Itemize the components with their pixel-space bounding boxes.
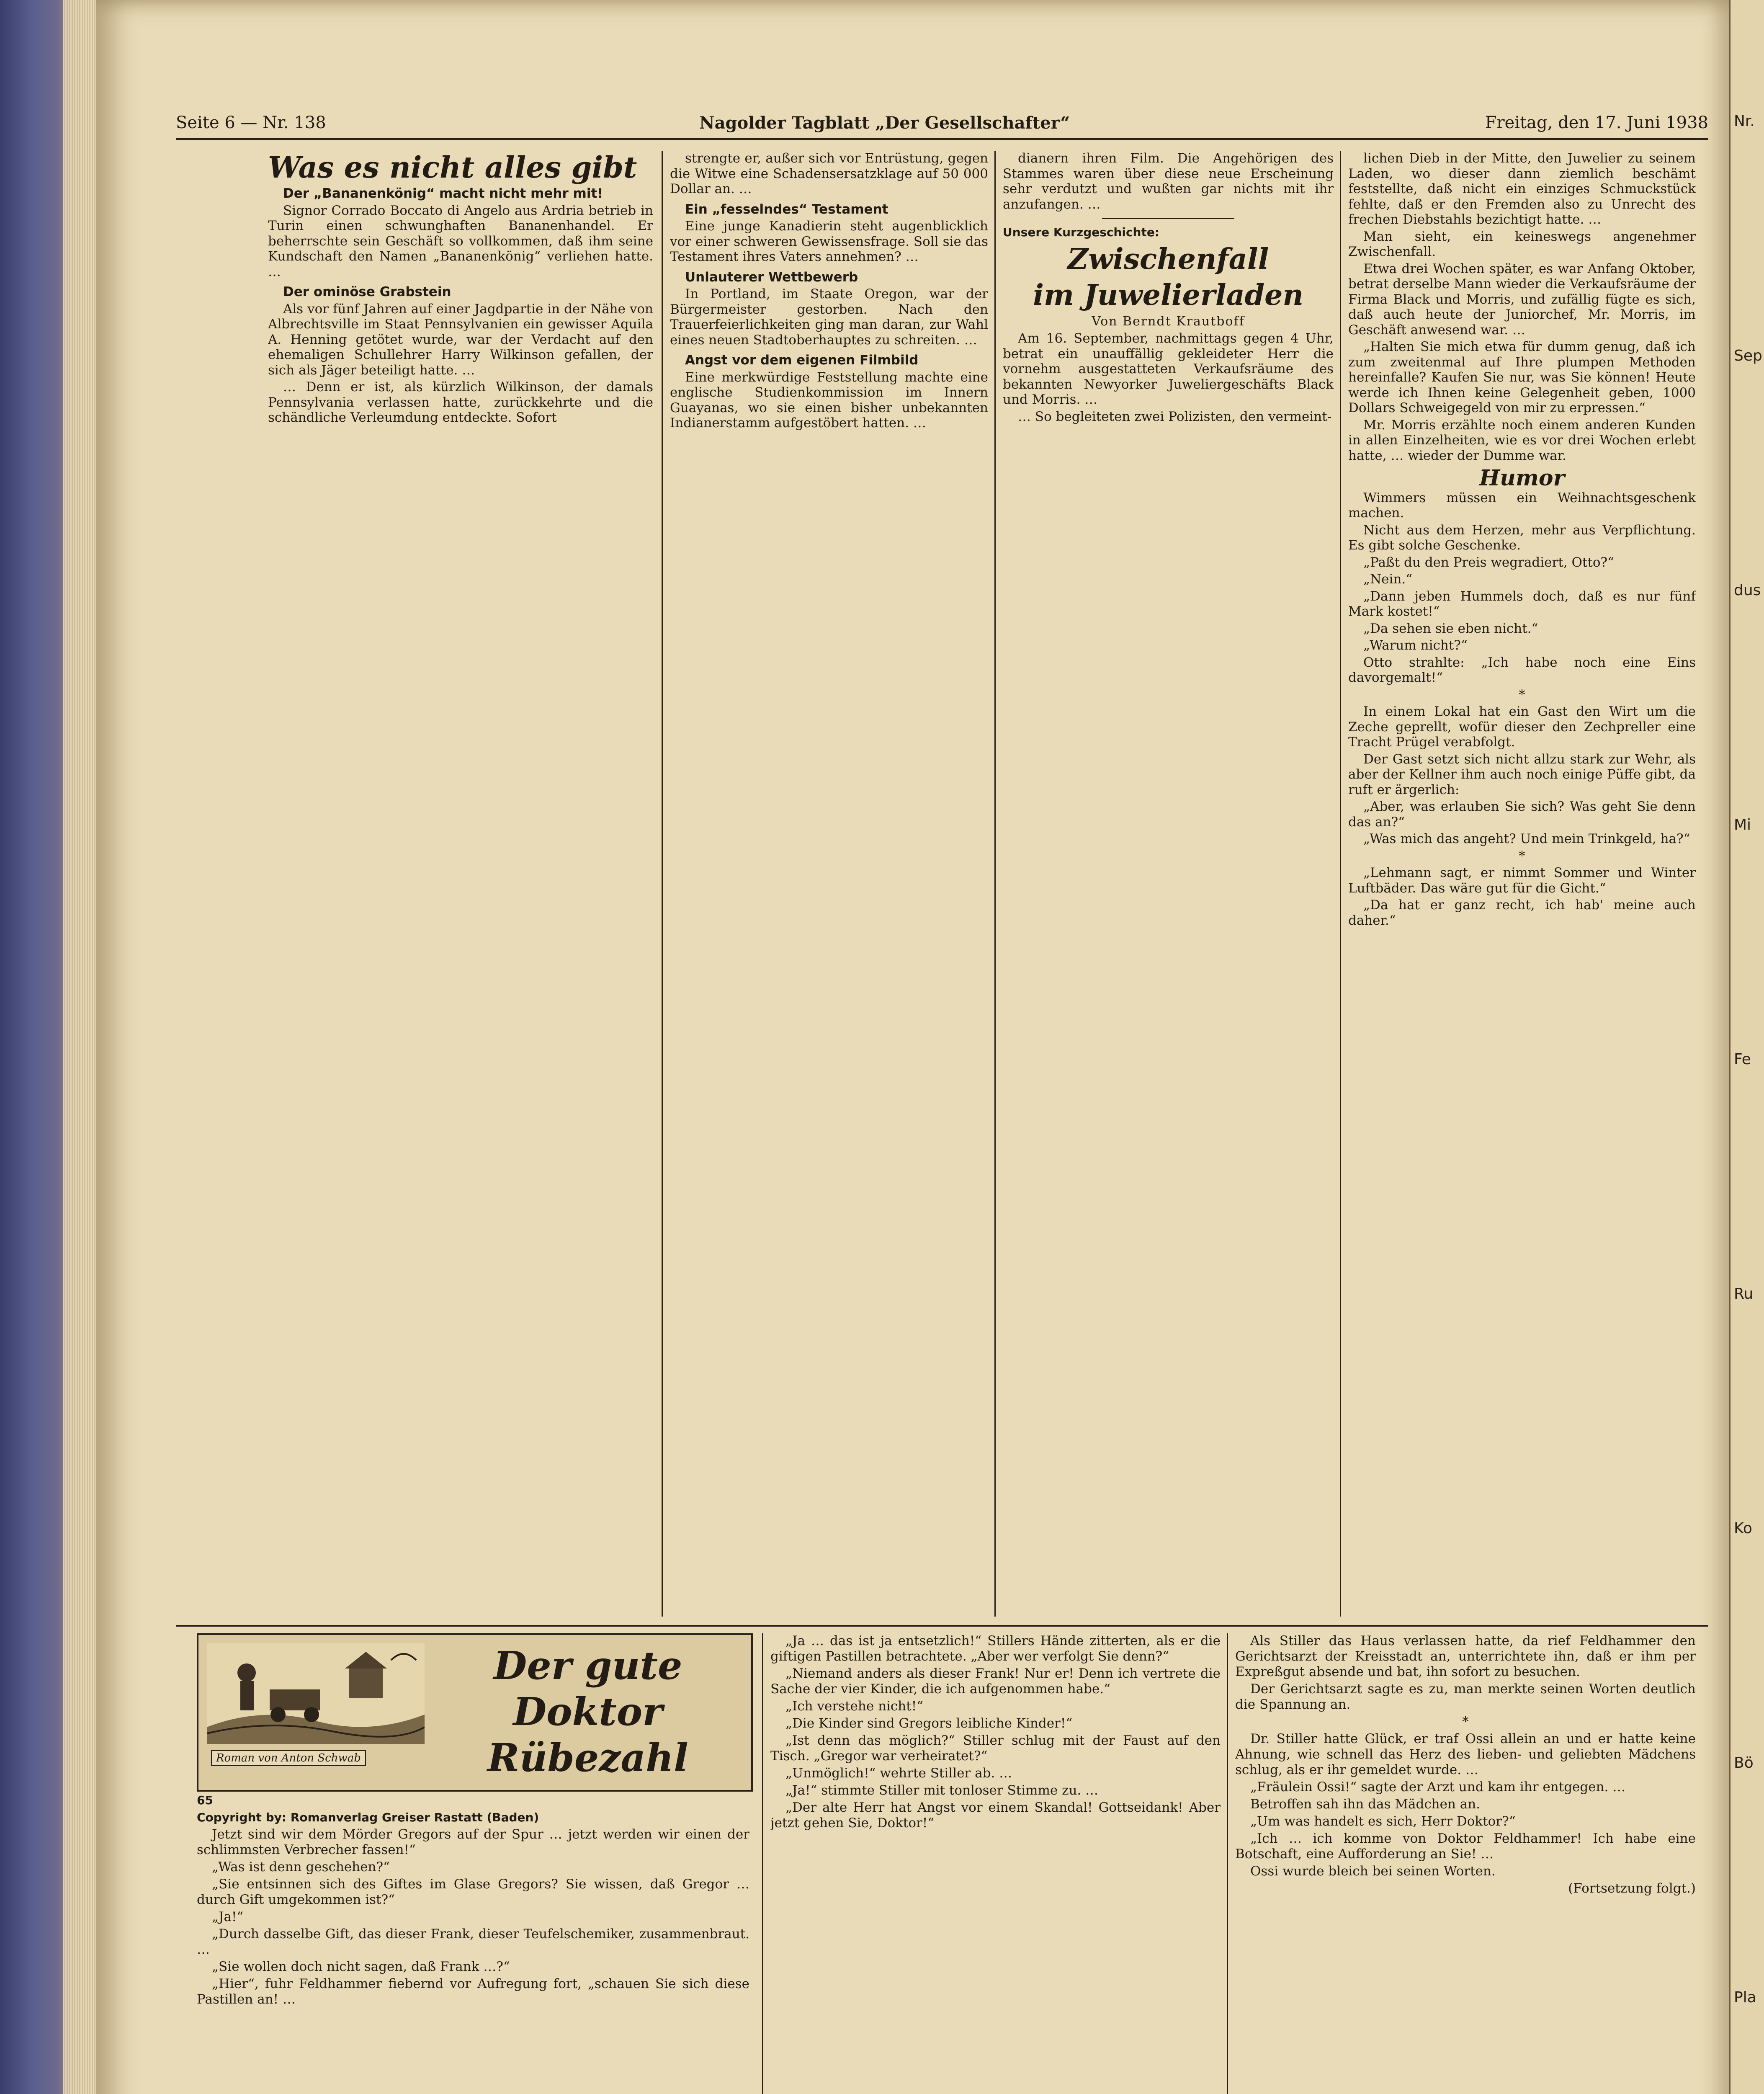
article-subhead: Angst vor dem eigenen Filmbild bbox=[685, 353, 919, 368]
humor-line: Wimmers müssen ein Weihnachtsgeschenk machen. bbox=[1348, 490, 1696, 521]
divider bbox=[1102, 218, 1234, 219]
installment-number: 65 bbox=[197, 1793, 213, 1807]
adjacent-page-text: Pla bbox=[1734, 1989, 1756, 2006]
article-subhead: Unlauterer Wettbewerb bbox=[685, 269, 858, 285]
serial-column-2 bbox=[770, 1633, 1221, 2094]
humor-line: „Warum nicht?“ bbox=[1363, 638, 1468, 653]
serial-paragraph: Der Gerichtsarzt sagte es zu, man merkte seinen Worten deutlich die Spannung an. bbox=[1235, 1681, 1696, 1712]
humor-line: * bbox=[1519, 848, 1525, 864]
humor-line: Der Gast setzt sich nicht allzu stark zur Wehr, als aber der Kellner ihm auch noch einige Püffe gibt, da ruft er ärgerlich: bbox=[1348, 751, 1696, 797]
serial-title-box bbox=[197, 1633, 753, 1792]
article-text: Eine merkwürdige Feststellung machte eine englische Studienkommission im Innern Guayanas, wo sie einen bisher unbekannten Indianerstamm aufgestöbert hatten. … bbox=[670, 369, 988, 431]
column-2 bbox=[670, 151, 988, 1629]
story-text: Am 16. September, nachmittags gegen 4 Uhr, betrat ein unauffällig gekleideter Herr die vornehm ausgestatteten Verkaufsräume des bekannten Newyorker Juweliergeschäfts Black und Morris. … bbox=[1003, 331, 1334, 407]
adjacent-page-text: Nr. bbox=[1734, 113, 1755, 130]
serial-paragraph: „Ich … ich komme von Doktor Feldhammer! Ich habe eine Botschaft, eine Aufforderung an Sie! … bbox=[1235, 1831, 1696, 1862]
column-1 bbox=[268, 151, 653, 1629]
adjacent-page-text: Ru bbox=[1734, 1285, 1754, 1302]
column-rule bbox=[1227, 1633, 1228, 2094]
article-subhead: Der ominöse Grabstein bbox=[283, 284, 451, 299]
humor-line: * bbox=[1519, 687, 1525, 702]
humor-line: „Da hat er ganz recht, ich hab' meine auch daher.“ bbox=[1348, 897, 1696, 928]
page-number: Seite 6 — Nr. 138 bbox=[176, 113, 326, 132]
serial-paragraph: „Sie wollen doch nicht sagen, daß Frank …?“ bbox=[212, 1959, 510, 1974]
story-text: „Halten Sie mich etwa für dumm genug, daß ich zum zweitenmal auf Ihre plumpen Methoden hereinfalle? Kaufen Sie nur, was Sie können! Heute werde ich Ihnen keine Gelegenheit geben, 1000 Dollars Schweigegeld von mir zu erpressen.“ bbox=[1348, 339, 1696, 415]
serial-paragraph: „Hier“, fuhr Feldhammer fiebernd vor Aufregung fort, „schauen Sie sich diese Pastillen an! … bbox=[197, 1976, 749, 2007]
serial-paragraph: „Ich verstehe nicht!“ bbox=[785, 1699, 924, 1714]
article-text: … Denn er ist, als kürzlich Wilkinson, der damals Pennsylvania verlassen hatte, zurückkehrte und die schändliche Verleumdung entdeckte. Sofort bbox=[268, 379, 653, 425]
page-edges bbox=[63, 0, 96, 2094]
article-text: Eine junge Kanadierin steht augenblicklich vor einer schweren Gewissensfrage. Soll sie das Testament ihres Vaters annehmen? … bbox=[670, 219, 988, 264]
column-rule bbox=[994, 151, 996, 1617]
serial-paragraph: „Ja!“ stimmte Stiller mit tonloser Stimme zu. … bbox=[785, 1783, 1099, 1798]
story-title: Zwischenfall bbox=[1067, 242, 1269, 276]
adjacent-page-text: Bö bbox=[1734, 1754, 1754, 1772]
serial-paragraph: Jetzt sind wir dem Mörder Gregors auf der Spur … jetzt werden wir einen der schlimmsten Verbrecher fassen!“ bbox=[197, 1827, 749, 1857]
humor-line: „Nein.“ bbox=[1363, 572, 1413, 587]
story-text: lichen Dieb in der Mitte, den Juwelier zu seinem Laden, wo dieser dann ziemlich beschämt feststellte, daß nicht ein einziges Schmuckstück fehlte, daß er den Fremden also zu Unrecht des frechen Diebstahls bezichtigt hatte. … bbox=[1348, 151, 1696, 227]
serial-paragraph: Ossi wurde bleich bei seinen Worten. bbox=[1250, 1864, 1496, 1879]
column-3 bbox=[1003, 151, 1334, 1629]
serial-author: Roman von Anton Schwab bbox=[211, 1750, 366, 1766]
adjacent-page-edge bbox=[1729, 0, 1764, 2094]
serial-paragraph: „Der alte Herr hat Angst vor einem Skandal! Gottseidank! Aber jetzt gehen Sie, Doktor!“ bbox=[770, 1800, 1221, 1831]
humor-list bbox=[1348, 490, 1696, 928]
article-subhead: Ein „fesselndes“ Testament bbox=[685, 201, 888, 217]
farmer-illustration-icon bbox=[207, 1643, 425, 1744]
adjacent-page-text: Mi bbox=[1734, 816, 1751, 833]
story-text: Man sieht, ein keineswegs angenehmer Zwischenfall. bbox=[1348, 229, 1696, 259]
serial-column-1 bbox=[197, 1792, 749, 2094]
article-text: In Portland, im Staate Oregon, war der Bürgermeister gestorben. Nach den Trauerfeierlichkeiten ging man daran, zur Wahl eines neuen Stadtoberhauptes zu schreiten. … bbox=[670, 286, 988, 348]
humor-line: Nicht aus dem Herzen, mehr aus Verpflichtung. Es gibt solche Geschenke. bbox=[1348, 522, 1696, 553]
humor-line: „Was mich das angeht? Und mein Trinkgeld, ha?“ bbox=[1363, 831, 1690, 846]
serial-paragraph: „Ja … das ist ja entsetzlich!“ Stillers Hände zitterten, als er die giftigen Pastillen betrachtete. „Aber wer verfolgt Sie denn?“ bbox=[770, 1633, 1221, 1664]
serial-paragraph: „Ja!“ bbox=[212, 1909, 244, 1924]
serial-title-line-1: Der gute bbox=[493, 1643, 682, 1688]
humor-line: „Paßt du den Preis wegradiert, Otto?“ bbox=[1363, 554, 1614, 570]
serial-column-3 bbox=[1235, 1633, 1696, 2094]
story-text: Mr. Morris erzählte noch einem anderen Kunden in allen Einzelheiten, wie es vor drei Wochen erlebt hatte, … wieder der Dumme war. bbox=[1348, 417, 1696, 463]
adjacent-page-text: Ko bbox=[1734, 1520, 1752, 1537]
article-text: Als vor fünf Jahren auf einer Jagdpartie in der Nähe von Albrechtsville im Staat Pennsylvanien ein gewisser Aquila A. Henning getötet wurde, war der Verdacht auf den ehemaligen Schullehrer Harry Wilkinson gefallen, der sich als Jäger beteiligt hatte. … bbox=[268, 301, 653, 378]
humor-line: „Aber, was erlauben Sie sich? Was geht Sie denn das an?“ bbox=[1348, 799, 1696, 830]
serial-paragraph: * bbox=[1462, 1714, 1469, 1729]
masthead: Nagolder Tagblatt „Der Gesellschafter“ bbox=[699, 113, 1070, 133]
serial-paragraph: „Ist denn das möglich?“ Stiller schlug mit der Faust auf den Tisch. „Gregor war verheiratet?“ bbox=[770, 1733, 1221, 1764]
column-rule bbox=[662, 151, 663, 1617]
serial-title bbox=[433, 1643, 743, 1781]
serial-paragraph: „Durch dasselbe Gift, das dieser Frank, dieser Teufelschemiker, zusammenbraut. … bbox=[197, 1926, 749, 1957]
continued-note: (Fortsetzung folgt.) bbox=[1568, 1881, 1696, 1896]
header-rule bbox=[176, 138, 1708, 140]
serial-paragraph: Als Stiller das Haus verlassen hatte, da rief Feldhammer den Gerichtsarzt der Kreisstadt an, unterrichtete ihn, daß er ihm per Expreßgut absende und bat, ihn sofort zu besuchen. bbox=[1235, 1633, 1696, 1679]
humor-line: Otto strahlte: „Ich habe noch eine Eins davorgemalt!“ bbox=[1348, 655, 1696, 685]
humor-line: In einem Lokal hat ein Gast den Wirt um die Zeche geprellt, wofür dieser den Zechpreller eine Tracht Prügel verabfolgt. bbox=[1348, 704, 1696, 750]
serial-paragraph: „Fräulein Ossi!“ sagte der Arzt und kam ihr entgegen. … bbox=[1250, 1779, 1626, 1795]
serial-paragraph: „Sie entsinnen sich des Giftes im Glase Gregors? Sie wissen, daß Gregor … durch Gift umgekommen ist?“ bbox=[197, 1877, 749, 1907]
serial-paragraph: Dr. Stiller hatte Glück, er traf Ossi allein an und er hatte keine Ahnung, wie schnell das Herz des lieben- und geliebten Mädchens schlug, als er ihr gemeldet wurde. … bbox=[1235, 1731, 1696, 1777]
adjacent-page-text: Sep bbox=[1734, 347, 1762, 364]
section-label: Unsere Kurzgeschichte: bbox=[1003, 225, 1160, 239]
article-text: strengte er, außer sich vor Entrüstung, gegen die Witwe eine Schadensersatzklage auf 50 000 Dollar an. … bbox=[670, 151, 988, 196]
serial-paragraph: „Niemand anders als dieser Frank! Nur er! Denn ich vertrete die Sache der vier Kinder, die ich aufgenommen habe.“ bbox=[770, 1666, 1221, 1697]
article-text: Signor Corrado Boccato di Angelo aus Ardria betrieb in Turin einen schwunghaften Bananenhandel. Er beherrschte sein Geschäft so vollkommen, daß ihm seine Kundschaft den Namen „Bananenkönig“ verliehen hatte. … bbox=[268, 203, 653, 279]
article-subhead: Der „Bananenkönig“ macht nicht mehr mit! bbox=[283, 186, 603, 201]
serial-paragraph: „Was ist denn geschehen?“ bbox=[212, 1859, 390, 1875]
date-line: Freitag, den 17. Juni 1938 bbox=[1485, 113, 1708, 132]
serial-paragraph: „Um was handelt es sich, Herr Doktor?“ bbox=[1250, 1814, 1516, 1829]
humor-heading: Humor bbox=[1479, 465, 1565, 491]
column-rule bbox=[1340, 151, 1341, 1617]
humor-line: „Dann jeben Hummels doch, daß es nur fünf Mark kostet!“ bbox=[1348, 588, 1696, 619]
serial-paragraph: Betroffen sah ihn das Mädchen an. bbox=[1250, 1797, 1481, 1812]
serial-title-line-2: Doktor Rübezahl bbox=[487, 1689, 688, 1780]
byline: Von Berndt Krautboff bbox=[1092, 314, 1245, 329]
story-text: … So begleiteten zwei Polizisten, den vermeint- bbox=[1018, 409, 1332, 424]
adjacent-page-text: dus bbox=[1734, 582, 1761, 599]
humor-line: „Da sehen sie eben nicht.“ bbox=[1363, 621, 1538, 636]
serial-paragraph: „Die Kinder sind Gregors leibliche Kinder!“ bbox=[785, 1716, 1073, 1731]
serial-text-2 bbox=[770, 1633, 1221, 1831]
headline: Was es nicht alles gibt bbox=[268, 151, 637, 185]
story-title-2: im Juwelierladen bbox=[1033, 278, 1303, 312]
article-text: dianern ihren Film. Die Angehörigen des Stammes waren über diese neue Erscheinung sehr verdutzt und wußten gar nichts mit ihr anzufangen. … bbox=[1003, 151, 1334, 212]
serial-text-3 bbox=[1235, 1633, 1696, 1879]
serial-text-1 bbox=[197, 1827, 749, 2007]
humor-line: „Lehmann sagt, er nimmt Sommer und Winter Luftbäder. Das wäre gut für die Gicht.“ bbox=[1348, 865, 1696, 896]
column-4 bbox=[1348, 151, 1696, 1629]
story-text: Etwa drei Wochen später, es war Anfang Oktober, betrat derselbe Mann wieder die Verkaufsräume der Firma Black und Morris, und zufällig fügte es sich, daß auch heute der Juniorchef, Mr. Morris, im Geschäft anwesend war. … bbox=[1348, 261, 1696, 338]
serial-paragraph: „Unmöglich!“ wehrte Stiller ab. … bbox=[785, 1766, 1012, 1781]
adjacent-page-text: Fe bbox=[1734, 1051, 1751, 1068]
copyright-line: Copyright by: Romanverlag Greiser Rastatt (Baden) bbox=[197, 1810, 539, 1824]
column-rule bbox=[762, 1633, 763, 2094]
